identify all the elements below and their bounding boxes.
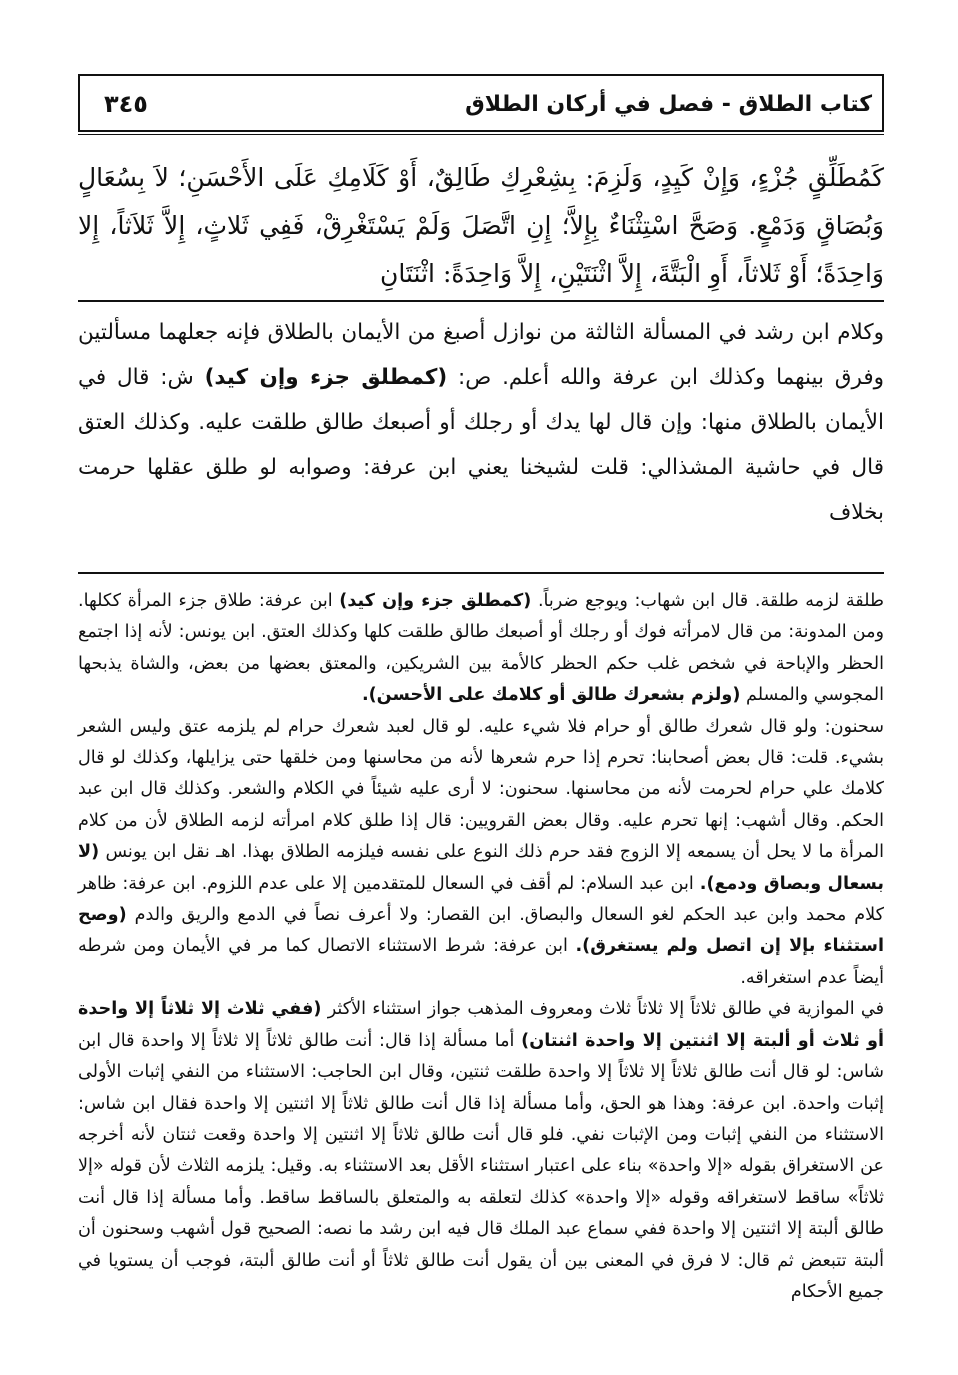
note-text: أما مسألة إذا قال: أنت طالق ثلاثاً إلا ثلاثاً إلا واحدة قال ابن شاس: لو قال أنت طالق ثلاثاً إلا ثلاثاً إلا واحدة طلقت ثنتين، وقال ابن الحاجب: الاستثناء من النفي إثبات الأولى إثبات واحدة. ابن عرفة: وهذا هو الحق، وأما مسألة إذا قال أنت طالق ثلاثاً إلا اثنتين إلا واحدة فقال ابن شاس: الاستثناء من النفي إثبات ومن الإثبات نفي. فلو قال أنت طالق ثلاثاً إلا اثنتين إلا واحدة وقعت ثنتان لأنه أخرجه عن الاستغراق بقوله «إلا واحدة» بناء على اعتبار استثناء الأقل بعد الاستثناء به. وقيل: يلزمه الثلاث لأن قوله «إلا ثلاثاً» ساقط لاستغراقه وقوله «إلا واحدة» كذلك لتعلقه به والمتعلق بالساقط ساقط. وأما مسألة إذا قال أنت طالق ألبتة إلا اثنتين إلا واحدة ففي سماع عبد الملك قال فيه ابن رشد ما نصه: الصحيح قول أشهب وسحنون أن ألبتة تتبعض ثم قال: لا فرق في المعنى بين أن يقول أنت طالق ثلاثاً أو أنت طالق ألبتة، فوجب أن يستويا في جميع الأحكام bbox=[78, 1030, 884, 1302]
page-number: ٣٤٥ bbox=[104, 90, 148, 118]
divider-commentary-notes bbox=[78, 572, 884, 574]
header-rule-thin bbox=[78, 134, 884, 135]
note-text: ابن عرفة: شرط الاستثناء الاتصال كما مر في الأيمان ومن شرطه أيضاً عدم استغراقه. bbox=[78, 936, 884, 988]
main-text bbox=[78, 154, 884, 298]
main-text-body: كَمُطَلِّقٍ جُزْءٍ، وَإِنْ كَيِدٍ، وَلَزِمَ: بِشِعْرِكِ طَالِقٌ، أَوْ كَلَامِكِ عَلَى الأَحْسَنِ؛ لاَ بِسُعَالٍ وَبُصَاقٍ وَدَمْعٍ. وَصَحَّ اسْتِثْنَاءٌ بِإِلاَّ؛ إِنِ اتَّصَلَ وَلَمْ يَسْتَغْرِقْ، فَفِي ثَلاثٍ، إِلاَّ ثَلاَثاً، إِلا وَاحِدَةً؛ أَوْ ثَلاثاً، أَوِ الْبَتَّةَ، إِلاَّ اثْنَتَيْنِ، إِلاَّ وَاحِدَةً: اثْنَتَانِ bbox=[78, 163, 884, 288]
divider-main-commentary bbox=[78, 300, 884, 302]
note-quote: (لا بسعال وبصاق ودمع). bbox=[78, 842, 884, 894]
book-page bbox=[78, 74, 884, 1334]
note-quote: (كمطلق جزء وإن كيد) bbox=[339, 591, 532, 611]
commentary bbox=[78, 310, 884, 535]
page-header bbox=[78, 74, 884, 132]
running-title: كتاب الطلاق - فصل في أركان الطلاق bbox=[465, 91, 872, 117]
note-quote: (ففي ثلاث إلا ثلاثاً إلا واحدة أو ثلاث أو ألبتة إلا اثنتين إلا واحدة اثنتان) bbox=[78, 999, 884, 1051]
note-text: سحنون: ولو قال شعرك طالق أو حرام فلا شيء عليه. لو قال لعبد شعرك حرام لم يلزمه عتق وليس الشعر بشيء. قلت: قال بعض أصحابنا: تحرم إذا حرم شعرها لأنه من محاسنها ومن خلقها حتى يزايلها، وكذلك لو قال كلامك علي حرام لحرمت لأنه من محاسنها. سحنون: لا أرى عليه شيئاً في الكلام والشعر. وكذلك قال ابن عبد الحكم. وقال أشهب: إنها تحرم عليه. وقال بعض القرويين: قال إذا طلق كلام امرأته لزمه الطلاق لأن من كلام المرأة ما لا يحل أن يسمعه إلا الزوج فقد حرم ذلك النوع على نفسه فيلزمه الطلاق بهذا. اهـ نقل ابن يونس bbox=[78, 716, 884, 863]
note-quote: (وصح استثناء بإلا إن اتصل ولم يستغرق). bbox=[78, 905, 884, 957]
note-text: ابن عرفة: طلاق جزء المرأة ككلها. ومن المدونة: من قال لامرأته فوك أو رجلك أو أصبعك طالق طلقت كلها وكذلك العتق. ابن يونس: لأنه إذا اجتمع الحظر والإباحة في شخص غلب حكم الحظر كالأمة بين الشريكين، والمعتق بعضها من بعض، والشاة يذبحها المجوسي والمسلم bbox=[78, 591, 884, 706]
header-rule bbox=[78, 130, 884, 132]
commentary-quote: (كمطلق جزء وإن كيد) bbox=[204, 365, 448, 390]
note-text: في الموازية في طالق ثلاثاً إلا ثلاثاً ثلاث ومعروف المذهب جواز استثناء الأكثر bbox=[321, 999, 884, 1020]
note-text: طلقة لزمه طلقة. قال ابن شهاب: ويوجع ضرباً. bbox=[531, 591, 884, 611]
note-quote: (ولزم بشعرك طالق أو كلامك على الأحسن). bbox=[361, 685, 741, 706]
commentary-intro: وكلام ابن رشد في المسألة الثالثة من نوازل أصبغ من الأيمان بالطلاق فإنه جعلهما مسألتين وفرق بينهما وكذلك ابن عرفة والله أعلم. ص: bbox=[78, 320, 884, 390]
footnotes bbox=[78, 586, 884, 1308]
note-text: ابن عبد السلام: لم أقف في السعال للمتقدمين إلا على عدم اللزوم. ابن عرفة: ظاهر كلام محمد وابن عبد الحكم لغو السعال والبصاق. ابن القصار: ولا أعرف نصاً في الدمع والريق والدم bbox=[78, 873, 884, 926]
commentary-body: ش: قال في الأيمان بالطلاق منها: وإن قال لها يدك أو رجلك أو أصبعك طالق طلقت عليه. وكذلك العتق قال في حاشية المشذالي: قلت لشيخنا يعني ابن عرفة: وصوابه لو طلق عقلها حرمت بخلاف bbox=[78, 365, 884, 525]
